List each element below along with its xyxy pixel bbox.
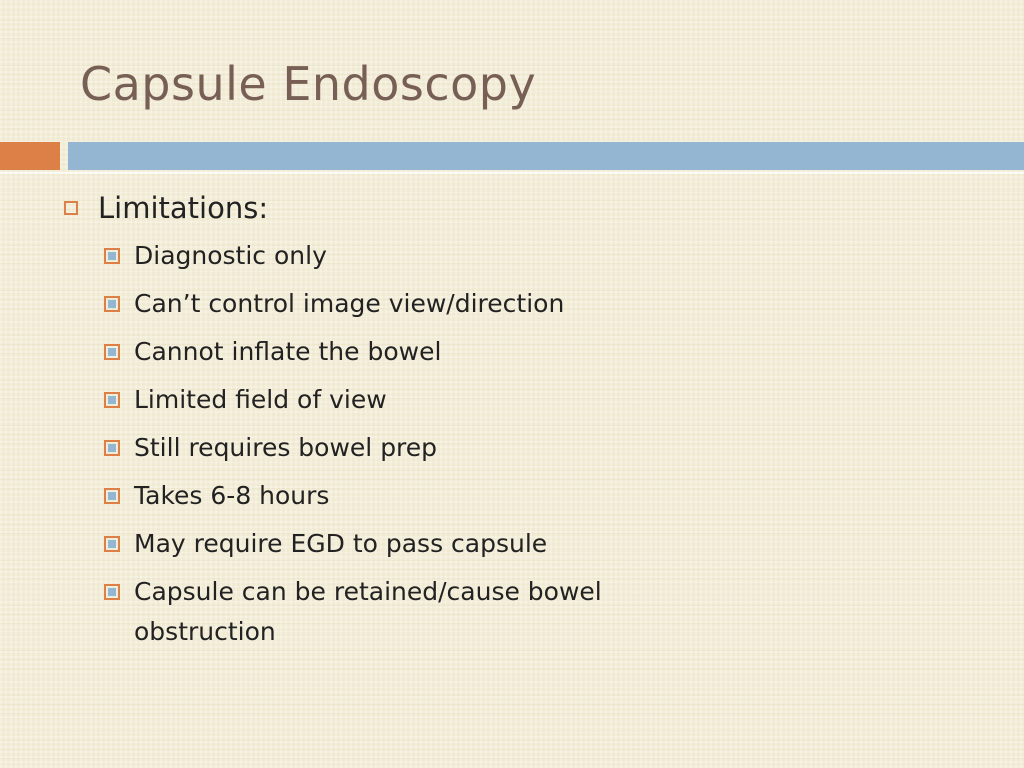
list-item-text: Capsule can be retained/cause bowel obstruction [134,577,602,646]
bullet-limitations [64,186,964,230]
list-item [104,572,724,652]
bullet-label: Limitations: [98,191,269,225]
list-item-text: Cannot inflate the bowel [134,337,442,366]
list-item [104,332,724,372]
list-item-text: Diagnostic only [134,241,327,270]
list-item-text: Takes 6-8 hours [134,481,330,510]
limitations-list [104,236,724,660]
square-bullet-icon [104,536,120,552]
list-item-text: May require EGD to pass capsule [134,529,548,558]
square-bullet-icon [104,584,120,600]
square-bullet-icon [104,344,120,360]
square-bullet-icon [104,392,120,408]
list-item-text: Limited field of view [134,385,387,414]
list-item [104,380,724,420]
square-bullet-icon [104,488,120,504]
list-item [104,524,724,564]
square-bullet-icon [104,296,120,312]
list-item [104,236,724,276]
square-bullet-icon [104,440,120,456]
list-item [104,428,724,468]
square-bullet-icon [104,248,120,264]
list-item [104,476,724,516]
list-item-text: Can’t control image view/direction [134,289,565,318]
slide-title: Capsule Endoscopy [80,57,537,111]
list-item [104,284,724,324]
list-item-text: Still requires bowel prep [134,433,438,462]
hollow-square-bullet-icon [64,201,78,215]
